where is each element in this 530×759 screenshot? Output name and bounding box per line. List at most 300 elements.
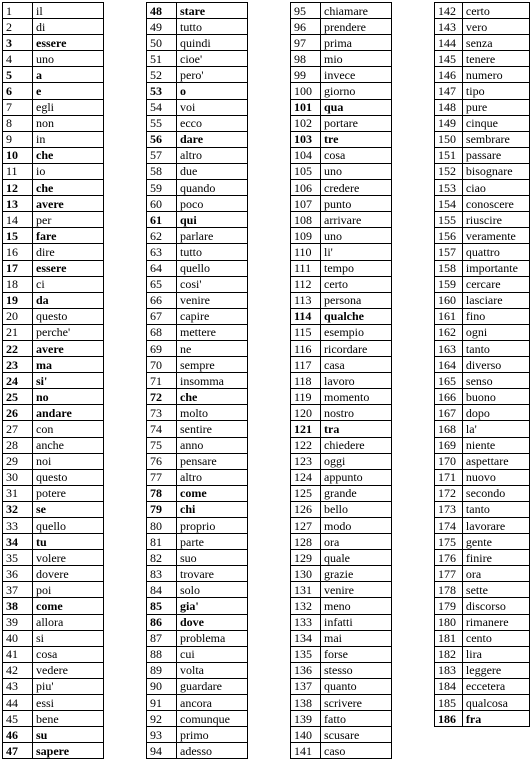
table-row [147,678,248,694]
word-cell: come [177,485,248,501]
word-cell: voi [177,99,248,115]
word-cell: uno [321,163,392,179]
rank-cell: 142 [435,3,463,19]
table-row [3,501,104,517]
table-row [147,711,248,727]
table-row [435,405,530,421]
table-row [3,421,104,437]
rank-cell: 149 [435,115,463,131]
rank-cell: 156 [435,228,463,244]
table-row [291,324,392,340]
word-cell: quattro [462,244,529,260]
word-cell: come [33,598,104,614]
word-cell: guardare [177,678,248,694]
table-row [435,147,530,163]
word-cell: mai [321,630,392,646]
table-row [435,695,530,711]
rank-cell: 107 [291,196,321,212]
table-row [3,228,104,244]
rank-cell: 93 [147,727,177,743]
table-row [147,485,248,501]
rank-cell: 81 [147,534,177,550]
word-cell: portare [321,115,392,131]
table-row [3,340,104,356]
word-cell: si' [33,373,104,389]
word-cell: il [33,3,104,19]
rank-cell: 59 [147,180,177,196]
rank-cell: 54 [147,99,177,115]
word-cell: ora [462,566,529,582]
rank-cell: 11 [3,163,33,179]
table-row [3,518,104,534]
table-row [435,340,530,356]
table-row [291,19,392,35]
table-row [3,646,104,662]
table-row [435,630,530,646]
table-row [3,405,104,421]
word-cell: in [33,131,104,147]
word-cell: tipo [462,83,529,99]
table-row [147,453,248,469]
rank-cell: 9 [3,131,33,147]
rank-cell: 41 [3,646,33,662]
word-cell: tra [321,421,392,437]
table-row [291,453,392,469]
table-row [3,292,104,308]
rank-cell: 87 [147,630,177,646]
word-cell: proprio [177,518,248,534]
word-cell: andare [33,405,104,421]
table-row [3,260,104,276]
table-row [3,67,104,83]
table-row [291,534,392,550]
word-cell: qui [177,212,248,228]
rank-cell: 84 [147,582,177,598]
word-cell: tempo [321,260,392,276]
table-row [291,501,392,517]
table-row [3,131,104,147]
rank-cell: 180 [435,614,463,630]
word-cell: egli [33,99,104,115]
table-row [435,662,530,678]
rank-cell: 108 [291,212,321,228]
word-cell: potere [33,485,104,501]
table-row [435,292,530,308]
rank-cell: 121 [291,421,321,437]
word-cell: giorno [321,83,392,99]
word-cell: parte [177,534,248,550]
word-cell: nostro [321,405,392,421]
table-row [435,308,530,324]
rank-cell: 164 [435,357,463,373]
word-cell: quello [177,260,248,276]
word-cell: piu' [33,678,104,694]
rank-cell: 119 [291,389,321,405]
rank-cell: 185 [435,695,463,711]
table-row [291,147,392,163]
table-row [435,324,530,340]
rank-cell: 123 [291,453,321,469]
rank-cell: 62 [147,228,177,244]
word-cell: mettere [177,324,248,340]
word-cell: ricordare [321,340,392,356]
word-cell: ci [33,276,104,292]
table-row [3,244,104,260]
rank-cell: 186 [435,711,463,727]
table-row [291,566,392,582]
rank-cell: 106 [291,180,321,196]
word-cell: se [33,501,104,517]
rank-cell: 38 [3,598,33,614]
word-cell: cui [177,646,248,662]
word-cell: veramente [462,228,529,244]
table-row [147,51,248,67]
word-cell: che [33,147,104,163]
table-row [147,99,248,115]
table-row [291,212,392,228]
table-row [147,3,248,19]
word-cell: importante [462,260,529,276]
table-row [147,662,248,678]
word-cell: cosi' [177,276,248,292]
rank-cell: 153 [435,180,463,196]
table-row [3,180,104,196]
table-row [147,67,248,83]
word-cell: ma [33,357,104,373]
word-cell: riuscire [462,212,529,228]
word-cell: casa [321,357,392,373]
rank-cell: 159 [435,276,463,292]
table-row [3,711,104,727]
table-row [291,598,392,614]
rank-cell: 37 [3,582,33,598]
rank-cell: 29 [3,453,33,469]
table-row [435,244,530,260]
word-cell: suo [177,550,248,566]
word-cell: io [33,163,104,179]
rank-cell: 20 [3,308,33,324]
table-row [147,437,248,453]
word-cell: cioe' [177,51,248,67]
rank-cell: 144 [435,35,463,51]
table-row [291,83,392,99]
word-cell: avere [33,196,104,212]
table-row [291,115,392,131]
table-row [435,550,530,566]
table-row [291,3,392,19]
rank-cell: 8 [3,115,33,131]
table-row [291,67,392,83]
rank-cell: 17 [3,260,33,276]
rank-cell: 99 [291,67,321,83]
rank-cell: 109 [291,228,321,244]
word-cell: vero [462,19,529,35]
rank-cell: 68 [147,324,177,340]
word-cell: buono [462,389,529,405]
word-cell: allora [33,614,104,630]
rank-cell: 75 [147,437,177,453]
rank-cell: 145 [435,51,463,67]
table-row [147,743,248,759]
rank-cell: 57 [147,147,177,163]
rank-cell: 85 [147,598,177,614]
word-cell: primo [177,727,248,743]
word-cell: non [33,115,104,131]
table-row [3,196,104,212]
word-cell: scusare [321,727,392,743]
table-row [291,357,392,373]
rank-cell: 146 [435,67,463,83]
rank-cell: 30 [3,469,33,485]
word-cell: caso [321,743,392,759]
table-row [291,727,392,743]
rank-cell: 126 [291,501,321,517]
rank-cell: 151 [435,147,463,163]
word-cell: rimanere [462,614,529,630]
word-cell: tanto [462,501,529,517]
table-row [291,518,392,534]
table-row [3,35,104,51]
table-row [291,711,392,727]
word-cell: essi [33,695,104,711]
rank-cell: 168 [435,421,463,437]
table-row [3,99,104,115]
word-table-column-2 [146,2,248,759]
rank-cell: 120 [291,405,321,421]
rank-cell: 89 [147,662,177,678]
word-cell: stare [177,3,248,19]
word-cell: venire [177,292,248,308]
word-cell: grazie [321,566,392,582]
rank-cell: 130 [291,566,321,582]
rank-cell: 158 [435,260,463,276]
rank-cell: 182 [435,646,463,662]
rank-cell: 177 [435,566,463,582]
word-cell: su [33,727,104,743]
rank-cell: 52 [147,67,177,83]
rank-cell: 96 [291,19,321,35]
word-cell: si [33,630,104,646]
rank-cell: 115 [291,324,321,340]
word-cell: comunque [177,711,248,727]
word-cell: essere [33,35,104,51]
table-row [147,340,248,356]
table-row [435,678,530,694]
rank-cell: 5 [3,67,33,83]
table-row [3,3,104,19]
word-cell: pure [462,99,529,115]
word-cell: esempio [321,324,392,340]
table-row [291,485,392,501]
word-cell: perche' [33,324,104,340]
word-cell: venire [321,582,392,598]
word-cell: ora [321,534,392,550]
table-row [435,19,530,35]
rank-cell: 113 [291,292,321,308]
table-row [435,212,530,228]
word-cell: cosa [321,147,392,163]
word-cell: tre [321,131,392,147]
word-cell: ogni [462,324,529,340]
rank-cell: 105 [291,163,321,179]
word-cell: con [33,421,104,437]
word-cell: sette [462,582,529,598]
table-row [147,83,248,99]
word-cell: mio [321,51,392,67]
rank-cell: 40 [3,630,33,646]
rank-cell: 31 [3,485,33,501]
word-cell: anche [33,437,104,453]
word-cell: lasciare [462,292,529,308]
word-cell: tanto [462,340,529,356]
table-row [291,163,392,179]
word-cell: dopo [462,405,529,421]
rank-cell: 92 [147,711,177,727]
table-row [435,3,530,19]
word-cell: quello [33,518,104,534]
table-row [147,727,248,743]
table-row [435,389,530,405]
rank-cell: 28 [3,437,33,453]
rank-cell: 82 [147,550,177,566]
rank-cell: 150 [435,131,463,147]
word-cell: leggere [462,662,529,678]
rank-cell: 26 [3,405,33,421]
table-row [147,534,248,550]
word-cell: da [33,292,104,308]
table-row [291,614,392,630]
word-cell: trovare [177,566,248,582]
rank-cell: 13 [3,196,33,212]
word-cell: tutto [177,244,248,260]
word-cell: nuovo [462,469,529,485]
rank-cell: 61 [147,212,177,228]
word-cell: ne [177,340,248,356]
word-cell: scrivere [321,695,392,711]
rank-cell: 97 [291,35,321,51]
rank-cell: 103 [291,131,321,147]
word-cell: e [33,83,104,99]
rank-cell: 45 [3,711,33,727]
table-row [3,147,104,163]
rank-cell: 27 [3,421,33,437]
rank-cell: 55 [147,115,177,131]
table-row [435,485,530,501]
word-cell: appunto [321,469,392,485]
word-table-column-4 [434,2,530,727]
table-row [291,228,392,244]
table-row [3,678,104,694]
rank-cell: 86 [147,614,177,630]
rank-cell: 7 [3,99,33,115]
word-cell: bene [33,711,104,727]
rank-cell: 22 [3,340,33,356]
rank-cell: 112 [291,276,321,292]
rank-cell: 101 [291,99,321,115]
word-cell: stesso [321,662,392,678]
rank-cell: 42 [3,662,33,678]
word-cell: essere [33,260,104,276]
table-row [3,727,104,743]
rank-cell: 128 [291,534,321,550]
word-cell: li' [321,244,392,260]
word-cell: chiamare [321,3,392,19]
word-cell: lira [462,646,529,662]
rank-cell: 134 [291,630,321,646]
rank-cell: 47 [3,743,33,759]
table-row [291,550,392,566]
rank-cell: 139 [291,711,321,727]
word-cell: pero' [177,67,248,83]
rank-cell: 184 [435,678,463,694]
rank-cell: 88 [147,646,177,662]
word-cell: gente [462,534,529,550]
rank-cell: 176 [435,550,463,566]
table-row [291,99,392,115]
table-row [3,534,104,550]
rank-cell: 133 [291,614,321,630]
word-cell: dovere [33,566,104,582]
rank-cell: 53 [147,83,177,99]
rank-cell: 162 [435,324,463,340]
table-row [435,373,530,389]
rank-cell: 141 [291,743,321,759]
table-row [291,743,392,759]
rank-cell: 36 [3,566,33,582]
word-cell: volta [177,662,248,678]
table-row [147,19,248,35]
table-row [147,35,248,51]
table-row [3,83,104,99]
table-row [3,357,104,373]
rank-cell: 140 [291,727,321,743]
rank-cell: 102 [291,115,321,131]
rank-cell: 116 [291,340,321,356]
table-row [147,598,248,614]
table-row [147,630,248,646]
rank-cell: 51 [147,51,177,67]
rank-cell: 165 [435,373,463,389]
rank-cell: 154 [435,196,463,212]
table-row [291,276,392,292]
rank-cell: 167 [435,405,463,421]
rank-cell: 83 [147,566,177,582]
word-cell: infatti [321,614,392,630]
rank-cell: 117 [291,357,321,373]
table-row [3,115,104,131]
rank-cell: 114 [291,308,321,324]
table-row [435,598,530,614]
rank-cell: 181 [435,630,463,646]
table-row [147,212,248,228]
word-cell: insomma [177,373,248,389]
table-row [147,324,248,340]
word-cell: finire [462,550,529,566]
table-row [3,308,104,324]
word-cell: qualcosa [462,695,529,711]
rank-cell: 90 [147,678,177,694]
rank-cell: 98 [291,51,321,67]
rank-cell: 122 [291,437,321,453]
rank-cell: 148 [435,99,463,115]
rank-cell: 166 [435,389,463,405]
table-row [291,646,392,662]
word-cell: volere [33,550,104,566]
rank-cell: 171 [435,469,463,485]
word-cell: secondo [462,485,529,501]
word-cell: o [177,83,248,99]
rank-cell: 136 [291,662,321,678]
